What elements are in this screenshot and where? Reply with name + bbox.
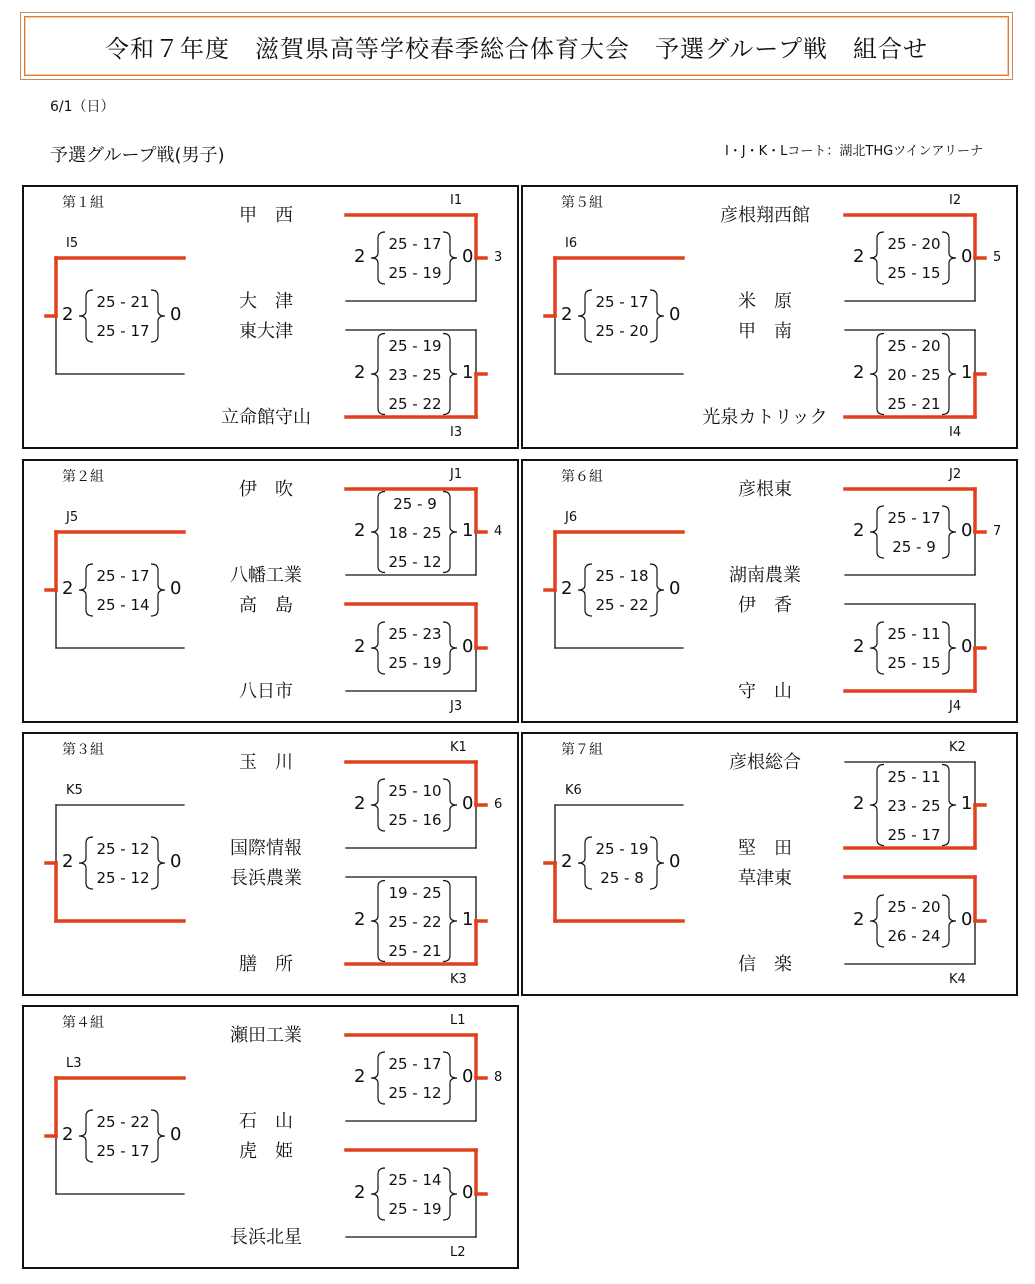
final-left-sets: 2 xyxy=(62,578,74,599)
team-name: 長浜農業 xyxy=(230,868,302,889)
final-match-id: I5 xyxy=(66,236,79,251)
final-match-id: K5 xyxy=(66,783,83,798)
lower-right-sets: 1 xyxy=(961,362,973,383)
group-name: 第７組 xyxy=(561,742,603,758)
team-name: 国際情報 xyxy=(230,838,302,859)
upper-set-score: 25 - 9 xyxy=(393,494,437,513)
final-left-sets: 2 xyxy=(561,851,573,872)
final-right-sets: 0 xyxy=(170,1124,182,1145)
lower-left-sets: 2 xyxy=(853,362,865,383)
upper-set-score: 23 - 25 xyxy=(887,796,941,815)
final-right-sets: 0 xyxy=(170,304,182,325)
lower-right-sets: 0 xyxy=(462,636,474,657)
upper-match-id: L1 xyxy=(450,1013,466,1028)
final-set-score: 25 - 17 xyxy=(96,322,150,340)
final-set-score: 25 - 22 xyxy=(595,596,649,614)
final-set-score: 25 - 17 xyxy=(96,567,150,585)
upper-order: 5 xyxy=(993,250,1002,265)
upper-set-score: 25 - 12 xyxy=(388,552,442,571)
lower-left-sets: 2 xyxy=(853,909,865,930)
lower-set-score: 25 - 19 xyxy=(388,336,442,355)
final-set-score: 25 - 18 xyxy=(595,567,649,585)
upper-set-score: 25 - 15 xyxy=(887,264,941,282)
upper-set-score: 25 - 17 xyxy=(388,235,442,253)
final-set-score: 25 - 17 xyxy=(96,1142,150,1160)
final-match-id: L3 xyxy=(66,1056,82,1071)
lower-match-id: I4 xyxy=(949,425,962,440)
team-name: 光泉カトリック xyxy=(702,407,828,428)
team-name: 堅 田 xyxy=(738,838,792,859)
lower-set-score: 25 - 20 xyxy=(887,336,941,355)
team-name: 膳 所 xyxy=(239,954,293,975)
lower-right-sets: 1 xyxy=(462,909,474,930)
upper-left-sets: 2 xyxy=(354,1066,366,1087)
lower-set-score: 25 - 22 xyxy=(388,394,442,413)
lower-match-id: L2 xyxy=(450,1245,466,1260)
upper-set-score: 25 - 9 xyxy=(892,538,936,556)
team-name: 虎 姫 xyxy=(239,1141,293,1162)
team-name: 玉 川 xyxy=(239,752,293,773)
upper-order: 6 xyxy=(494,797,503,812)
upper-set-score: 25 - 10 xyxy=(388,782,442,800)
final-right-sets: 0 xyxy=(170,851,182,872)
lower-left-sets: 2 xyxy=(354,636,366,657)
lower-set-score: 25 - 19 xyxy=(388,1200,442,1218)
upper-right-sets: 0 xyxy=(462,246,474,267)
upper-order: 3 xyxy=(494,250,503,265)
lower-set-score: 25 - 15 xyxy=(887,654,941,672)
lower-set-score: 25 - 21 xyxy=(388,941,442,960)
final-left-sets: 2 xyxy=(62,851,74,872)
team-name: 瀬田工業 xyxy=(230,1025,302,1046)
final-match-id: J5 xyxy=(66,510,79,525)
lower-match-id: K3 xyxy=(450,972,467,987)
lower-match-id: I3 xyxy=(450,425,463,440)
team-name: 彦根総合 xyxy=(729,752,801,773)
upper-right-sets: 0 xyxy=(462,793,474,814)
lower-left-sets: 2 xyxy=(354,1182,366,1203)
upper-right-sets: 0 xyxy=(961,520,973,541)
lower-set-score: 23 - 25 xyxy=(388,365,442,384)
team-name: 石 山 xyxy=(239,1111,293,1132)
upper-right-sets: 1 xyxy=(462,520,474,541)
team-name: 彦根東 xyxy=(738,479,792,500)
lower-set-score: 25 - 19 xyxy=(388,654,442,672)
group-name: 第１組 xyxy=(62,195,104,211)
team-name: 伊 吹 xyxy=(239,479,293,500)
lower-set-score: 19 - 25 xyxy=(388,883,442,902)
lower-match-id: J3 xyxy=(450,699,463,714)
upper-set-score: 25 - 19 xyxy=(388,264,442,282)
group-name: 第５組 xyxy=(561,195,603,211)
team-name: 立命館守山 xyxy=(221,407,311,428)
upper-left-sets: 2 xyxy=(853,246,865,267)
upper-set-score: 25 - 17 xyxy=(887,509,941,527)
group-name: 第６組 xyxy=(561,469,603,485)
upper-set-score: 18 - 25 xyxy=(388,523,442,542)
group-name: 第４組 xyxy=(62,1015,104,1031)
final-set-score: 25 - 14 xyxy=(96,596,150,614)
lower-set-score: 25 - 14 xyxy=(388,1171,442,1189)
upper-set-score: 25 - 11 xyxy=(887,767,941,786)
team-name: 長浜北星 xyxy=(230,1227,302,1248)
upper-left-sets: 2 xyxy=(354,520,366,541)
final-set-score: 25 - 12 xyxy=(96,869,150,887)
lower-set-score: 25 - 11 xyxy=(887,625,941,643)
group-box xyxy=(521,732,1018,996)
lower-right-sets: 0 xyxy=(462,1182,474,1203)
lower-right-sets: 1 xyxy=(462,362,474,383)
team-name: 八幡工業 xyxy=(230,565,302,586)
upper-left-sets: 2 xyxy=(853,520,865,541)
team-name: 八日市 xyxy=(239,681,293,702)
team-name: 伊 香 xyxy=(738,595,792,616)
final-set-score: 25 - 22 xyxy=(96,1113,150,1131)
upper-match-id: K1 xyxy=(450,740,467,755)
upper-left-sets: 2 xyxy=(853,793,865,814)
lower-match-id: J4 xyxy=(949,699,962,714)
page-title: 令和７年度 滋賀県高等学校春季総合体育大会 予選グループ戦 組合せ xyxy=(104,34,929,63)
team-name: 湖南農業 xyxy=(729,565,801,586)
team-name: 米 原 xyxy=(738,291,792,312)
lower-set-score: 26 - 24 xyxy=(887,927,941,945)
final-left-sets: 2 xyxy=(561,578,573,599)
team-name: 甲 南 xyxy=(738,321,792,342)
group-box xyxy=(521,459,1018,723)
upper-order: 7 xyxy=(993,524,1002,539)
lower-set-score: 25 - 21 xyxy=(887,394,941,413)
upper-set-score: 25 - 12 xyxy=(388,1084,442,1102)
lower-set-score: 25 - 23 xyxy=(388,625,442,643)
lower-left-sets: 2 xyxy=(354,362,366,383)
final-right-sets: 0 xyxy=(170,578,182,599)
group-box xyxy=(22,1005,519,1269)
final-right-sets: 0 xyxy=(669,304,681,325)
lower-right-sets: 0 xyxy=(961,909,973,930)
team-name: 守 山 xyxy=(738,681,792,702)
final-set-score: 25 - 17 xyxy=(595,293,649,311)
section-heading: 予選グループ戦(男子) xyxy=(50,145,225,166)
upper-left-sets: 2 xyxy=(354,246,366,267)
team-name: 高 島 xyxy=(239,595,293,616)
final-match-id: K6 xyxy=(565,783,582,798)
team-name: 大 津 xyxy=(239,291,293,312)
team-name: 草津東 xyxy=(738,868,792,889)
final-set-score: 25 - 19 xyxy=(595,840,649,858)
upper-right-sets: 0 xyxy=(462,1066,474,1087)
lower-set-score: 20 - 25 xyxy=(887,365,941,384)
final-set-score: 25 - 21 xyxy=(96,293,150,311)
group-box xyxy=(22,185,519,449)
group-name: 第２組 xyxy=(62,469,104,485)
upper-match-id: I1 xyxy=(450,193,463,208)
lower-set-score: 25 - 22 xyxy=(388,912,442,931)
final-right-sets: 0 xyxy=(669,851,681,872)
final-match-id: J6 xyxy=(565,510,578,525)
upper-set-score: 25 - 17 xyxy=(887,825,941,844)
upper-left-sets: 2 xyxy=(354,793,366,814)
final-set-score: 25 - 8 xyxy=(600,869,644,887)
lower-set-score: 25 - 20 xyxy=(887,898,941,916)
upper-match-id: J1 xyxy=(450,467,463,482)
upper-match-id: I2 xyxy=(949,193,962,208)
event-date: 6/1（日） xyxy=(50,99,115,115)
court-venue: I・J・K・Lコート：湖北THGツインアリーナ xyxy=(724,144,983,159)
upper-order: 4 xyxy=(494,524,503,539)
group-box xyxy=(22,459,519,723)
lower-left-sets: 2 xyxy=(853,636,865,657)
upper-right-sets: 1 xyxy=(961,793,973,814)
group-box xyxy=(521,185,1018,449)
group-name: 第３組 xyxy=(62,742,104,758)
upper-right-sets: 0 xyxy=(961,246,973,267)
upper-set-score: 25 - 20 xyxy=(887,235,941,253)
team-name: 甲 西 xyxy=(239,205,293,226)
final-right-sets: 0 xyxy=(669,578,681,599)
final-set-score: 25 - 12 xyxy=(96,840,150,858)
upper-set-score: 25 - 16 xyxy=(388,811,442,829)
final-left-sets: 2 xyxy=(62,1124,74,1145)
team-name: 信 楽 xyxy=(738,954,792,975)
lower-right-sets: 0 xyxy=(961,636,973,657)
upper-match-id: J2 xyxy=(949,467,962,482)
final-set-score: 25 - 20 xyxy=(595,322,649,340)
title-box xyxy=(20,12,1013,80)
final-left-sets: 2 xyxy=(62,304,74,325)
group-box xyxy=(22,732,519,996)
lower-left-sets: 2 xyxy=(354,909,366,930)
upper-set-score: 25 - 17 xyxy=(388,1055,442,1073)
lower-match-id: K4 xyxy=(949,972,966,987)
final-left-sets: 2 xyxy=(561,304,573,325)
team-name: 彦根翔西館 xyxy=(720,205,810,226)
team-name: 東大津 xyxy=(239,321,293,342)
upper-order: 8 xyxy=(494,1070,503,1085)
upper-match-id: K2 xyxy=(949,740,966,755)
final-match-id: I6 xyxy=(565,236,578,251)
